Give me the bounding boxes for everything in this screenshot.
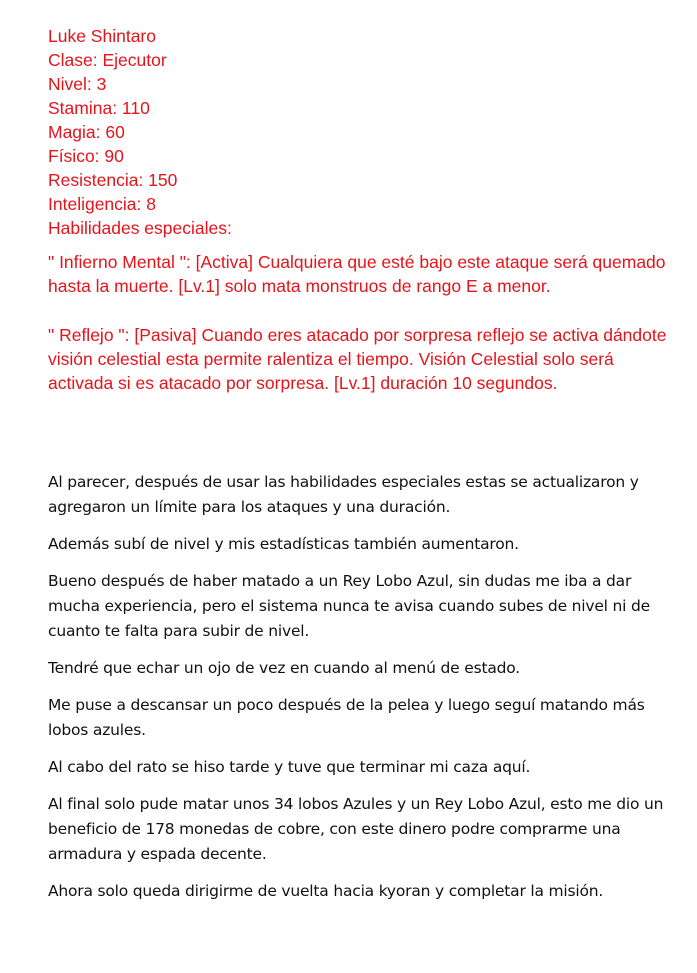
stat-resistance: Resistencia: 150 xyxy=(48,170,178,190)
narrative-paragraph: Tendré que echar un ojo de vez en cuando al menú de estado. xyxy=(48,659,520,677)
narrative-paragraph: Además subí de nivel y mis estadísticas también aumentaron. xyxy=(48,535,519,553)
narrative-paragraph: Al cabo del rato se hiso tarde y tuve que terminar mi caza aquí. xyxy=(48,758,531,776)
narrative-paragraph: Ahora solo queda dirigirme de vuelta hacia kyoran y completar la misión. xyxy=(48,882,604,900)
character-status-sheet xyxy=(48,24,668,395)
skill-infierno-mental: " Infierno Mental ": [Activa] Cualquiera que esté bajo este ataque será quemado hasta la muerte. [Lv.1] solo mata monstruos de rango E a menor. xyxy=(48,252,666,296)
narrative-paragraph: Bueno después de haber matado a un Rey Lobo Azul, sin dudas me iba a dar mucha experiencia, pero el sistema nunca te avisa cuando subes de nivel ni de cuanto te falta para subir de nivel. xyxy=(48,572,650,640)
character-name: Luke Shintaro xyxy=(48,26,156,46)
stat-level: Nivel: 3 xyxy=(48,74,107,94)
stat-magic: Magia: 60 xyxy=(48,122,125,142)
stat-stamina: Stamina: 110 xyxy=(48,98,150,118)
narrative-paragraph: Me puse a descansar un poco después de la pelea y luego seguí matando más lobos azules. xyxy=(48,696,645,739)
stat-intelligence: Inteligencia: 8 xyxy=(48,194,156,214)
special-abilities-header: Habilidades especiales: xyxy=(48,218,232,238)
narrative-text xyxy=(48,470,668,916)
narrative-paragraph: Al parecer, después de usar las habilidades especiales estas se actualizaron y agregaron un límite para los ataques y una duración. xyxy=(48,473,639,516)
narrative-paragraph: Al final solo pude matar unos 34 lobos Azules y un Rey Lobo Azul, esto me dio un beneficio de 178 monedas de cobre, con este dinero podre comprarme una armadura y espada decente. xyxy=(48,795,664,863)
skill-reflejo: " Reflejo ": [Pasiva] Cuando eres atacado por sorpresa reflejo se activa dándote visión celestial esta permite ralentiza el tiempo. Visión Celestial solo será activada si es atacado por sorpresa. [Lv.1] duración 10 segundos. xyxy=(48,325,667,393)
stat-physical: Físico: 90 xyxy=(48,146,124,166)
stat-class: Clase: Ejecutor xyxy=(48,50,167,70)
